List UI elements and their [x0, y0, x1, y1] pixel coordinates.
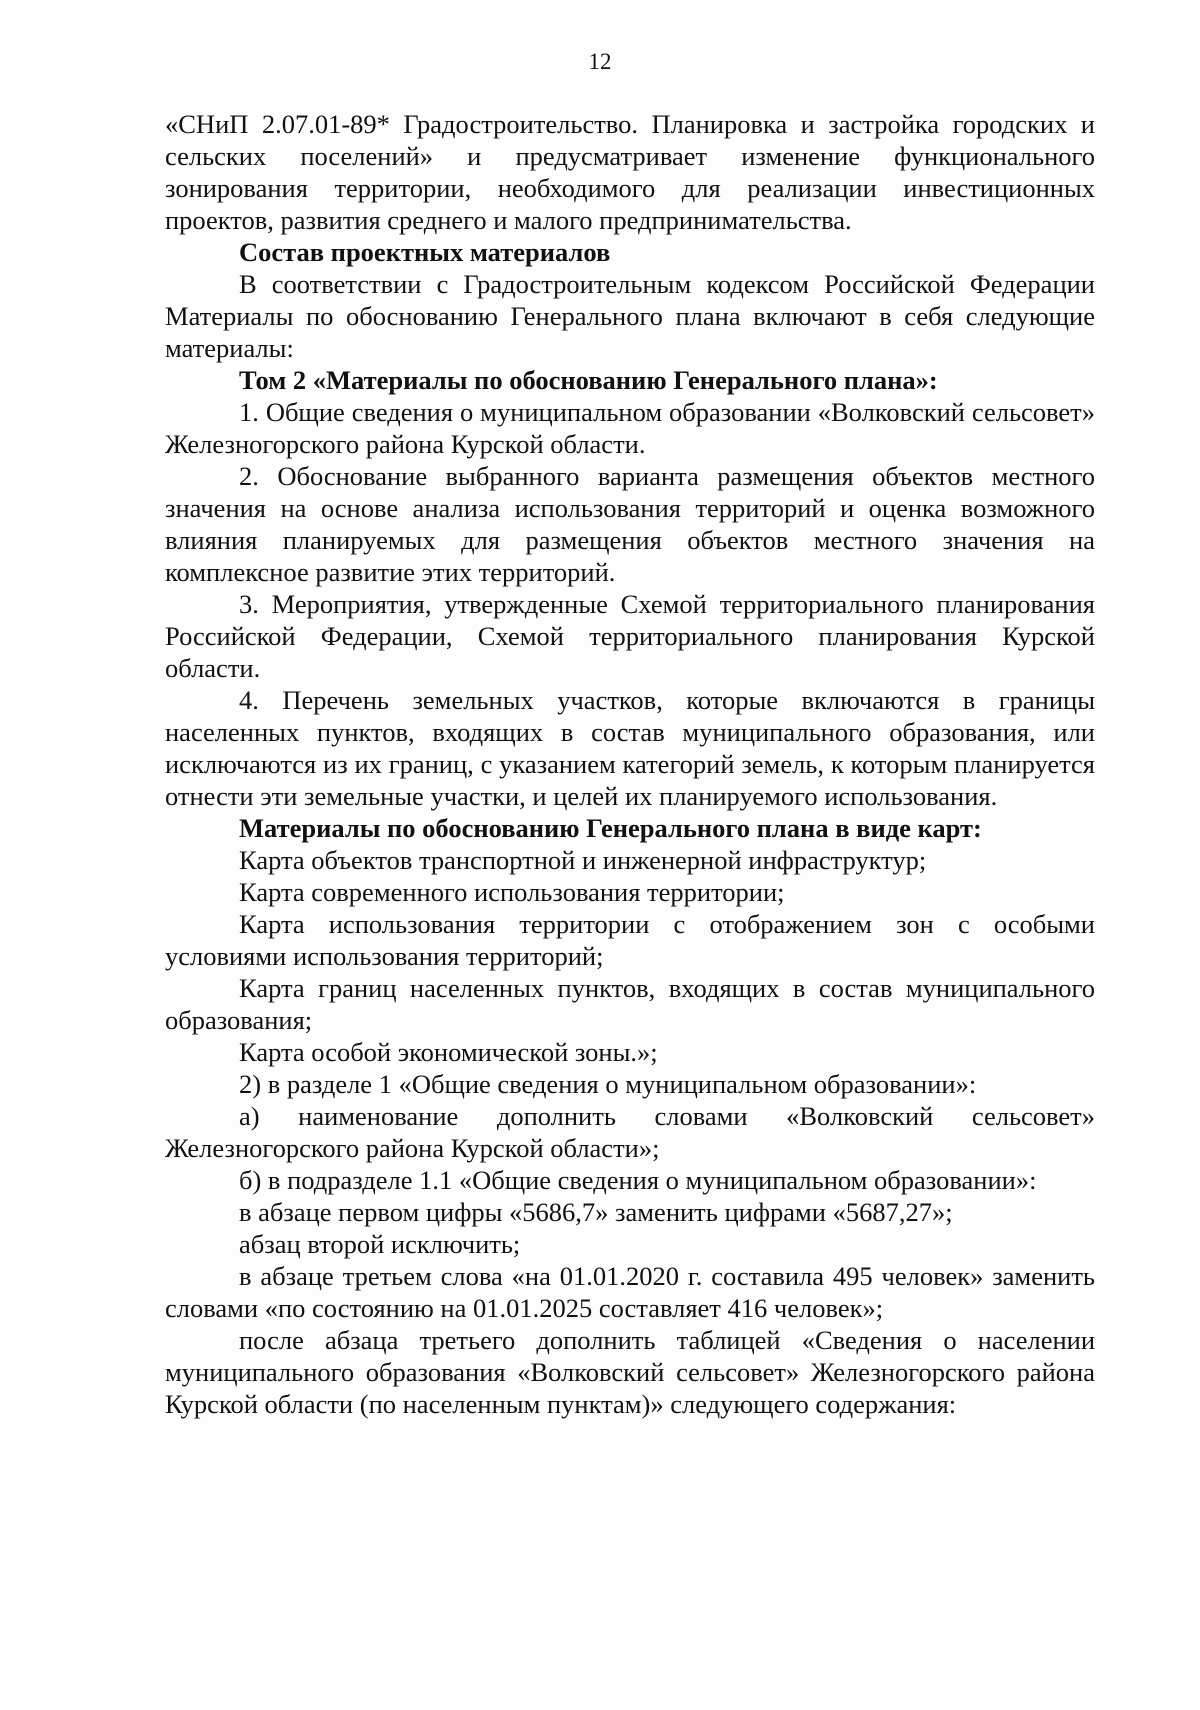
map-item-economic-zone: Карта особой экономической зоны.»; — [239, 1037, 658, 1067]
heading-volume-2: Том 2 «Материалы по обоснованию Генерального плана»: — [239, 365, 938, 395]
heading-project-materials: Состав проектных материалов — [239, 237, 611, 267]
document-body — [165, 108, 1095, 1420]
paragraph-materials-intro: В соответствии с Градостроительным кодексом Российской Федерации Материалы по обоснованию Генерального плана включают в себя следующие материалы: — [165, 269, 1095, 363]
amendment-add-table: после абзаца третьего дополнить таблицей «Сведения о населении муниципального образования «Волковский сельсовет» Железногорского района Курской области (по населенным пунктам)» следующего содержания: — [165, 1325, 1095, 1419]
map-item-settlement-borders: Карта границ населенных пунктов, входящих в состав муниципального образования; — [165, 973, 1095, 1035]
amendment-b-subsection: б) в подразделе 1.1 «Общие сведения о муниципальном образовании»: — [239, 1165, 1037, 1195]
map-item-transport: Карта объектов транспортной и инженерной инфраструктур; — [239, 845, 927, 875]
amendment-a-name: а) наименование дополнить словами «Волковский сельсовет» Железногорского района Курской области»; — [165, 1101, 1095, 1163]
amendment-population: в абзаце третьем слова «на 01.01.2020 г. составила 495 человек» заменить словами «по состоянию на 01.01.2025 составляет 416 человек»; — [165, 1261, 1095, 1323]
list-item-3: 3. Мероприятия, утвержденные Схемой территориального планирования Российской Федерации, Схемой территориального планирования Курской области. — [165, 589, 1095, 683]
amendment-remove-paragraph: абзац второй исключить; — [239, 1229, 521, 1259]
paragraph-snip-reference: «СНиП 2.07.01-89* Градостроительство. Планировка и застройка городских и сельских поселений» и предусматривает изменение функционального зонирования территории, необходимого для реализации инвестиционных проектов, развития среднего и малого предпринимательства. — [165, 109, 1095, 235]
map-item-special-zones: Карта использования территории с отображением зон с особыми условиями использования территорий; — [165, 909, 1095, 971]
list-item-4: 4. Перечень земельных участков, которые включаются в границы населенных пунктов, входящих в состав муниципального образования, или исключаются из их границ, с указанием категорий земель, к которым планируется отнести эти земельные участки, и целей их планируемого использования. — [165, 685, 1095, 811]
amendment-section-1: 2) в разделе 1 «Общие сведения о муниципальном образовании»: — [239, 1069, 977, 1099]
page-number: 12 — [588, 49, 612, 74]
list-item-1: 1. Общие сведения о муниципальном образовании «Волковский сельсовет» Железногорского района Курской области. — [165, 397, 1095, 459]
heading-map-materials: Материалы по обоснованию Генерального плана в виде карт: — [239, 813, 982, 843]
amendment-area-figures: в абзаце первом цифры «5686,7» заменить цифрами «5687,27»; — [239, 1197, 953, 1227]
list-item-2: 2. Обоснование выбранного варианта размещения объектов местного значения на основе анализа использования территорий и оценка возможного влияния планируемых для размещения объектов местного значения на комплексное развитие этих территорий. — [165, 461, 1095, 587]
map-item-current-use: Карта современного использования территории; — [239, 877, 785, 907]
